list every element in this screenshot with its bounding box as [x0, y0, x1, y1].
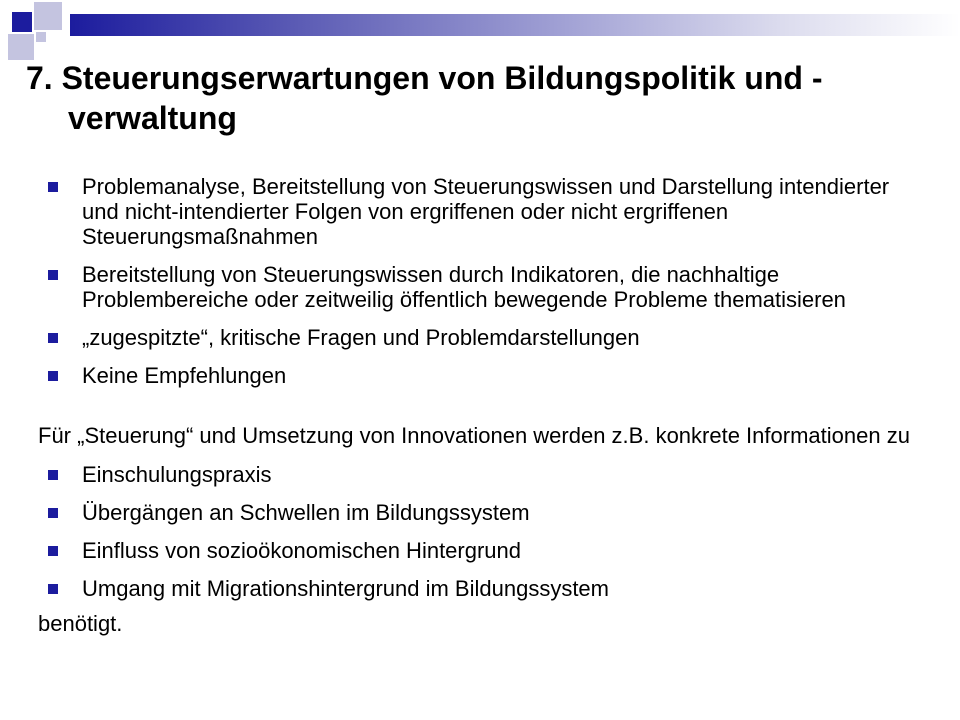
- slide-content: [38, 174, 918, 636]
- bullet-square-icon: [48, 182, 58, 192]
- list-item-text: Bereitstellung von Steuerungswissen durch Indikatoren, die nachhaltige Problembereiche oder zeitweilig öffentlich bewegende Probleme thematisieren: [82, 262, 846, 312]
- list-item: [38, 500, 918, 525]
- bullet-square-icon: [48, 371, 58, 381]
- deco-square-dark: [12, 12, 32, 32]
- list-item-text: Problemanalyse, Bereitstellung von Steuerungswissen und Darstellung intendierter und nicht-intendierter Folgen von ergriffenen oder nicht ergriffenen Steuerungsmaßnahmen: [82, 174, 890, 249]
- list-item: [38, 538, 918, 563]
- bullet-list-2: [38, 462, 918, 601]
- bullet-square-icon: [48, 508, 58, 518]
- list-item: [38, 462, 918, 487]
- intro-paragraph: Für „Steuerung“ und Umsetzung von Innovationen werden z.B. konkrete Informationen zu: [38, 423, 910, 448]
- deco-square-light: [36, 32, 46, 42]
- bullet-list-1: [38, 174, 918, 388]
- list-item-text: Umgang mit Migrationshintergrund im Bildungssystem: [82, 576, 609, 601]
- list-item-text: Übergängen an Schwellen im Bildungssystem: [82, 500, 530, 525]
- list-item-text: Einfluss von sozioökonomischen Hintergrund: [82, 538, 522, 563]
- list-item: [38, 576, 918, 601]
- bullet-square-icon: [48, 333, 58, 343]
- bullet-square-icon: [48, 470, 58, 480]
- list-item-text: Einschulungspraxis: [82, 462, 272, 487]
- list-item-text: Keine Empfehlungen: [82, 363, 287, 388]
- slide-title: 7. Steuerungserwartungen von Bildungspolitik und -verwaltung: [26, 60, 823, 136]
- list-item: [38, 325, 918, 350]
- list-item: [38, 363, 918, 388]
- list-item: [38, 174, 918, 249]
- deco-gradient-bar: [70, 14, 960, 36]
- closing-text: benötigt.: [38, 611, 123, 636]
- list-item-text: „zugespitzte“, kritische Fragen und Problemdarstellungen: [82, 325, 640, 350]
- bullet-square-icon: [48, 270, 58, 280]
- deco-square-light: [8, 34, 34, 60]
- bullet-square-icon: [48, 546, 58, 556]
- deco-square-light: [34, 2, 62, 30]
- list-item: [38, 262, 918, 312]
- bullet-square-icon: [48, 584, 58, 594]
